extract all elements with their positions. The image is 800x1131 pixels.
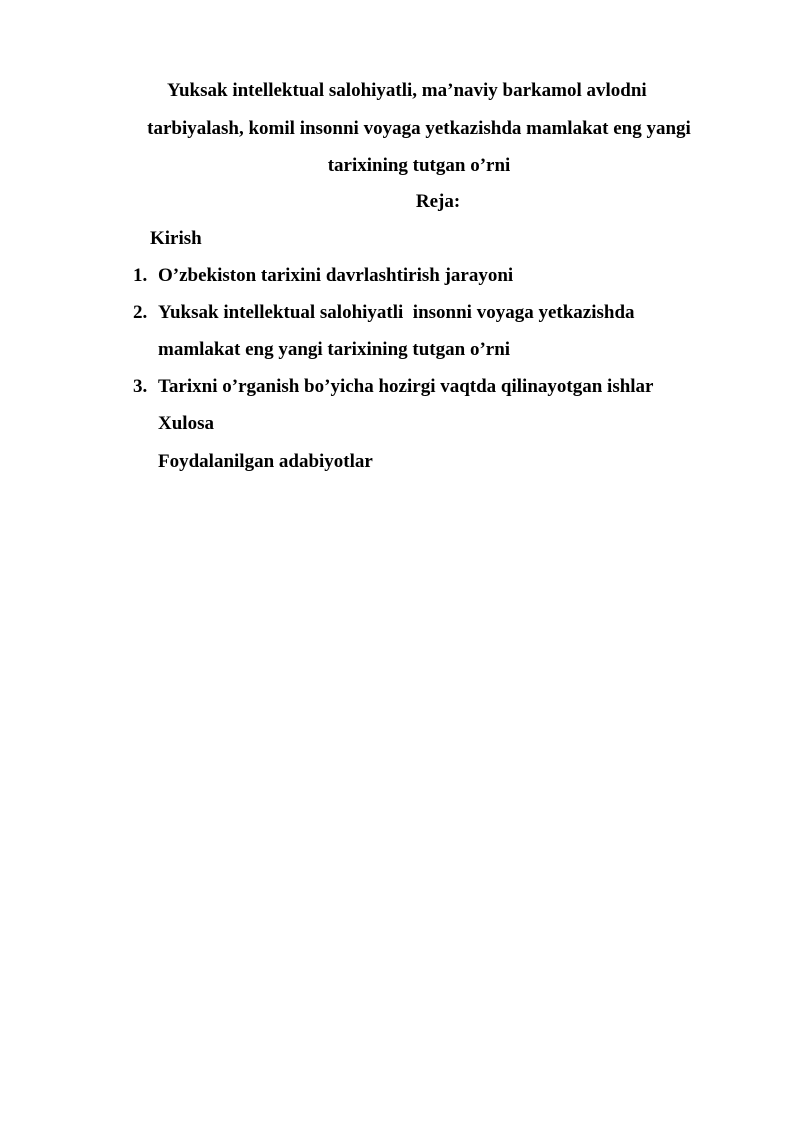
plan-item-number: 3. (133, 376, 148, 397)
plan-item-number: 2. (133, 302, 148, 323)
plan-item-number: 1. (133, 265, 148, 286)
plan-conclusion: Xulosa (158, 413, 214, 434)
plan-item-2-continuation: mamlakat eng yangi tarixining tutgan o’rni (158, 339, 511, 360)
document-title-line-3: tarixining tutgan o’rni (327, 155, 511, 176)
plan-intro: Kirish (150, 228, 202, 249)
plan-references: Foydalanilgan adabiyotlar (158, 451, 373, 472)
plan-item-text: O’zbekiston tarixini davrlashtirish jarayoni (158, 265, 514, 286)
plan-heading: Reja: (415, 191, 461, 212)
plan-item-text: Yuksak intellektual salohiyatli insonni voyaga yetkazishda (158, 302, 635, 323)
plan-item-text: Tarixni o’rganish bo’yicha hozirgi vaqtda qilinayotgan ishlar (158, 376, 654, 397)
document-title-line-1: Yuksak intellektual salohiyatli, ma’naviy barkamol avlodni (167, 80, 647, 101)
document-title-line-2: tarbiyalash, komil insonni voyaga yetkazishda mamlakat eng yangi (147, 118, 691, 139)
